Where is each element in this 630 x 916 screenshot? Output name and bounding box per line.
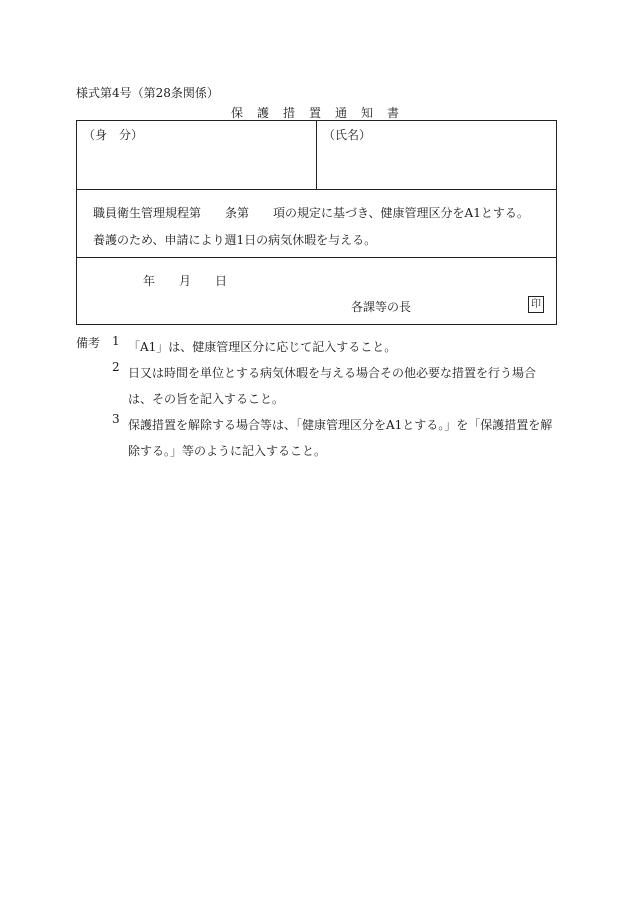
form-box xyxy=(76,120,557,325)
signature-row xyxy=(77,258,556,324)
signer-title: 各課等の長 xyxy=(351,300,412,314)
name-cell[interactable] xyxy=(317,121,556,189)
status-label: （身 分） xyxy=(83,128,144,142)
remark-number: 3 xyxy=(112,412,120,426)
remark-text: 保護措置を解除する場合等は、「健康管理区分をA1とする。」を「保護措置を解除する。」等のように記入すること。 xyxy=(128,418,553,458)
document-title: 保護措置通知書 xyxy=(230,106,413,120)
form-number: 様式第4号（第28条関係） xyxy=(76,86,219,100)
notice-body xyxy=(77,190,556,258)
status-cell[interactable] xyxy=(77,121,317,189)
notice-line-2: 養護のため、申請により週1日の病気休暇を与える。 xyxy=(93,233,377,247)
remark-number: 1 xyxy=(112,334,120,348)
seal-mark: 印 xyxy=(528,296,544,313)
remark-text: 日又は時間を単位とする病気休暇を与える場合その他必要な措置を行う場合は、その旨を記入すること。 xyxy=(128,366,537,406)
identity-row xyxy=(77,121,556,190)
remark-number: 2 xyxy=(112,360,120,374)
notice-line-1: 職員衛生管理規程第 条第 項の規定に基づき、健康管理区分をA1とする。 xyxy=(93,206,529,220)
name-label: （氏名） xyxy=(323,128,372,142)
remarks-heading: 備考 xyxy=(76,336,101,350)
remark-text: 「A1」は、健康管理区分に応じて記入すること。 xyxy=(128,340,397,354)
date-line: 年 月 日 xyxy=(143,274,228,288)
